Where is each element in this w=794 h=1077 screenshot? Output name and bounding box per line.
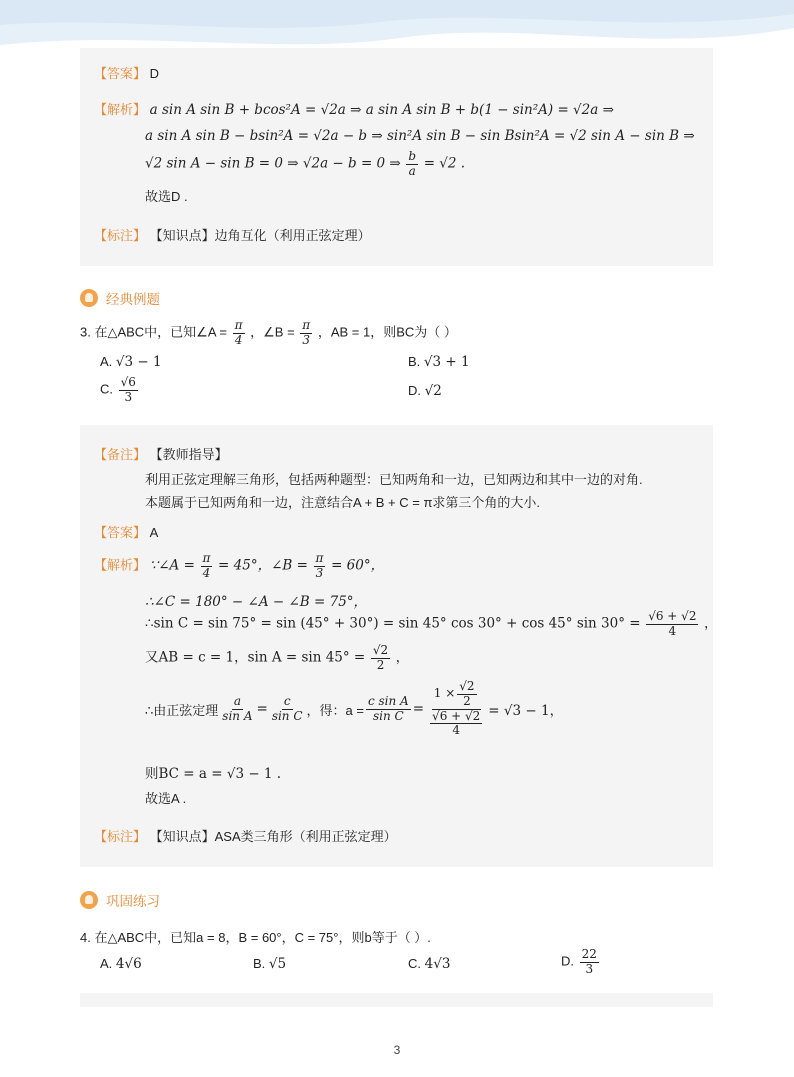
fraction-csinA-over-sinC: $\frac{\text{c sin A}}{\text{sin C}}$ bbox=[367, 693, 409, 723]
q4-option-a[interactable] bbox=[100, 956, 142, 972]
option-value: √3 − 1 bbox=[115, 354, 162, 370]
option-label: A. bbox=[100, 956, 113, 971]
analysis-line-1: a sin A sin B + bcos²A = √2a ⇒ a sin A sin B + b(1 − sin²A) = √2a ⇒ bbox=[149, 102, 614, 118]
option-label: D. bbox=[561, 953, 574, 969]
q3-stem-b: ，∠B = bbox=[250, 324, 295, 340]
answer-value: A bbox=[149, 525, 159, 540]
lightbulb-icon bbox=[80, 891, 98, 909]
fraction-c-over-sinC: $\frac{c}{\text{sin C}}$ bbox=[271, 693, 303, 723]
analysis-row-2 bbox=[94, 552, 384, 581]
q3-stem-a: 3. 在△ABC中，已知∠A = bbox=[80, 324, 227, 340]
note-heading: 【教师指导】 bbox=[149, 447, 228, 462]
answer-tag: 【答案】 bbox=[94, 525, 147, 540]
step3-b: ， bbox=[704, 615, 718, 631]
answer-tag: 【答案】 bbox=[94, 66, 147, 81]
mark-tag: 【标注】 bbox=[94, 228, 147, 243]
question-4-stem: 4. 在△ABC中，已知a = 8，B = 60°，C = 75°，则b等于（ ）. bbox=[80, 930, 431, 945]
fraction-b-over-a: $\frac{b}{a}$ bbox=[408, 149, 417, 178]
question-3-stem bbox=[80, 319, 457, 348]
step5-a: ∴由正弦定理 bbox=[145, 702, 219, 718]
option-value: √3 + 1 bbox=[423, 354, 470, 370]
analysis-row-1 bbox=[94, 99, 614, 118]
section-practice bbox=[80, 890, 160, 910]
option-value: √5 bbox=[268, 956, 287, 972]
fraction-pi-over-4: $\frac{\pi}{4}$ bbox=[202, 551, 211, 580]
page-number: 3 bbox=[393, 1043, 401, 1057]
analysis-line-3b: = √2 . bbox=[423, 155, 466, 172]
analysis-line-3 bbox=[145, 150, 465, 179]
fraction-pi-over-3: $\frac{\pi}{3}$ bbox=[302, 318, 311, 347]
step-5 bbox=[145, 680, 563, 738]
step-7: 故选A . bbox=[145, 791, 187, 806]
option-label: B. bbox=[253, 956, 266, 971]
fraction-pi-over-3: $\frac{\pi}{3}$ bbox=[315, 551, 324, 580]
option-label: A. bbox=[100, 354, 113, 369]
option-value: √2 bbox=[424, 383, 442, 399]
option-label: D. bbox=[408, 383, 421, 398]
fraction-sqrt6-plus-sqrt2-over-4: $\frac{√6 + √2}{4}$ bbox=[648, 609, 697, 638]
fraction-22-over-3: $\frac{22}{3}$ bbox=[581, 947, 597, 976]
note-line-2: 本题属于已知两角和一边，注意结合A + B + C = π求第三个角的大小. bbox=[145, 495, 541, 510]
note-row bbox=[94, 444, 228, 463]
mark-text-1: 【知识点】边角互化（利用正弦定理） bbox=[149, 228, 371, 243]
section-classic-examples bbox=[80, 288, 160, 308]
step4-b: ， bbox=[395, 649, 409, 665]
fraction-a-over-sinA: $\frac{a}{\text{sin A}}$ bbox=[222, 693, 253, 723]
lightbulb-icon bbox=[80, 289, 98, 307]
q3-option-b[interactable] bbox=[408, 354, 470, 370]
solution-box-3-top bbox=[80, 993, 713, 1007]
q3-option-d[interactable] bbox=[408, 383, 442, 399]
option-label: C. bbox=[100, 381, 113, 397]
answer-value: D bbox=[149, 66, 160, 81]
option-label: C. bbox=[408, 956, 421, 971]
option-value: 4√3 bbox=[424, 956, 451, 972]
step1-b: = 45°，∠B = bbox=[218, 557, 308, 574]
mark-row-1 bbox=[94, 225, 371, 244]
note-line-1: 利用正弦定理解三角形，包括两种题型：已知两角和一边，已知两边和其中一边的对角. bbox=[145, 472, 643, 487]
mark-text-2: 【知识点】ASA类三角形（利用正弦定理） bbox=[149, 829, 397, 844]
option-value: 4√6 bbox=[115, 956, 142, 972]
analysis-line-4: 故选D . bbox=[145, 189, 188, 204]
section-title: 经典例题 bbox=[106, 292, 160, 307]
one-times: 1 × bbox=[433, 686, 456, 701]
equals: = bbox=[256, 701, 268, 718]
q3-option-c[interactable] bbox=[100, 376, 140, 405]
fraction-sqrt6-over-3: $\frac{√6}{3}$ bbox=[120, 375, 136, 404]
analysis-line-2: a sin A sin B − bsin²A = √2a − b ⇒ sin²A sin B − sin Bsin²A = √2 sin A − sin B ⇒ bbox=[145, 128, 695, 144]
step-4 bbox=[145, 644, 409, 673]
compound-fraction: 1 × $\frac{√2}{2}$ $\frac{√6 + √2}{4}$ bbox=[432, 679, 481, 738]
mark-tag: 【标注】 bbox=[94, 829, 147, 844]
equals: = bbox=[412, 701, 425, 718]
step3-a: ∴sin C = sin 75° = sin (45° + 30°) = sin 45° cos 30° + cos 45° sin 30° = bbox=[145, 615, 641, 632]
option-label: B. bbox=[408, 354, 421, 369]
step5-c: = √3 − 1， bbox=[488, 703, 564, 720]
analysis-tag: 【解析】 bbox=[94, 557, 147, 573]
step-3 bbox=[145, 610, 717, 639]
step1-c: = 60°， bbox=[331, 557, 385, 574]
note-tag: 【备注】 bbox=[94, 447, 147, 462]
analysis-line-3a: √2 sin A − sin B = 0 ⇒ √2a − b = 0 ⇒ bbox=[145, 155, 401, 172]
q3-stem-c: ，AB = 1，则BC为（ ） bbox=[317, 324, 457, 340]
step1-a: ∵∠A = bbox=[149, 557, 195, 574]
q3-option-a[interactable] bbox=[100, 354, 162, 370]
section-title: 巩固练习 bbox=[106, 894, 160, 909]
step5-b: ，得：a = bbox=[306, 702, 364, 718]
answer-row-1 bbox=[94, 63, 159, 82]
q4-option-c[interactable] bbox=[408, 956, 450, 972]
step-2: ∴∠C = 180° − ∠A − ∠B = 75°， bbox=[145, 594, 368, 610]
q4-option-d[interactable] bbox=[561, 948, 601, 977]
q4-option-b[interactable] bbox=[253, 956, 286, 972]
fraction-sqrt2-over-2: $\frac{√2}{2}$ bbox=[372, 643, 389, 672]
fraction-pi-over-4: $\frac{\pi}{4}$ bbox=[234, 318, 243, 347]
answer-row-2 bbox=[94, 522, 158, 541]
step-6: 则BC = a = √3 − 1 . bbox=[145, 766, 282, 782]
step4-a: 又AB = c = 1，sin A = sin 45° = bbox=[145, 649, 366, 666]
analysis-tag: 【解析】 bbox=[94, 102, 147, 117]
mark-row-2 bbox=[94, 826, 397, 845]
